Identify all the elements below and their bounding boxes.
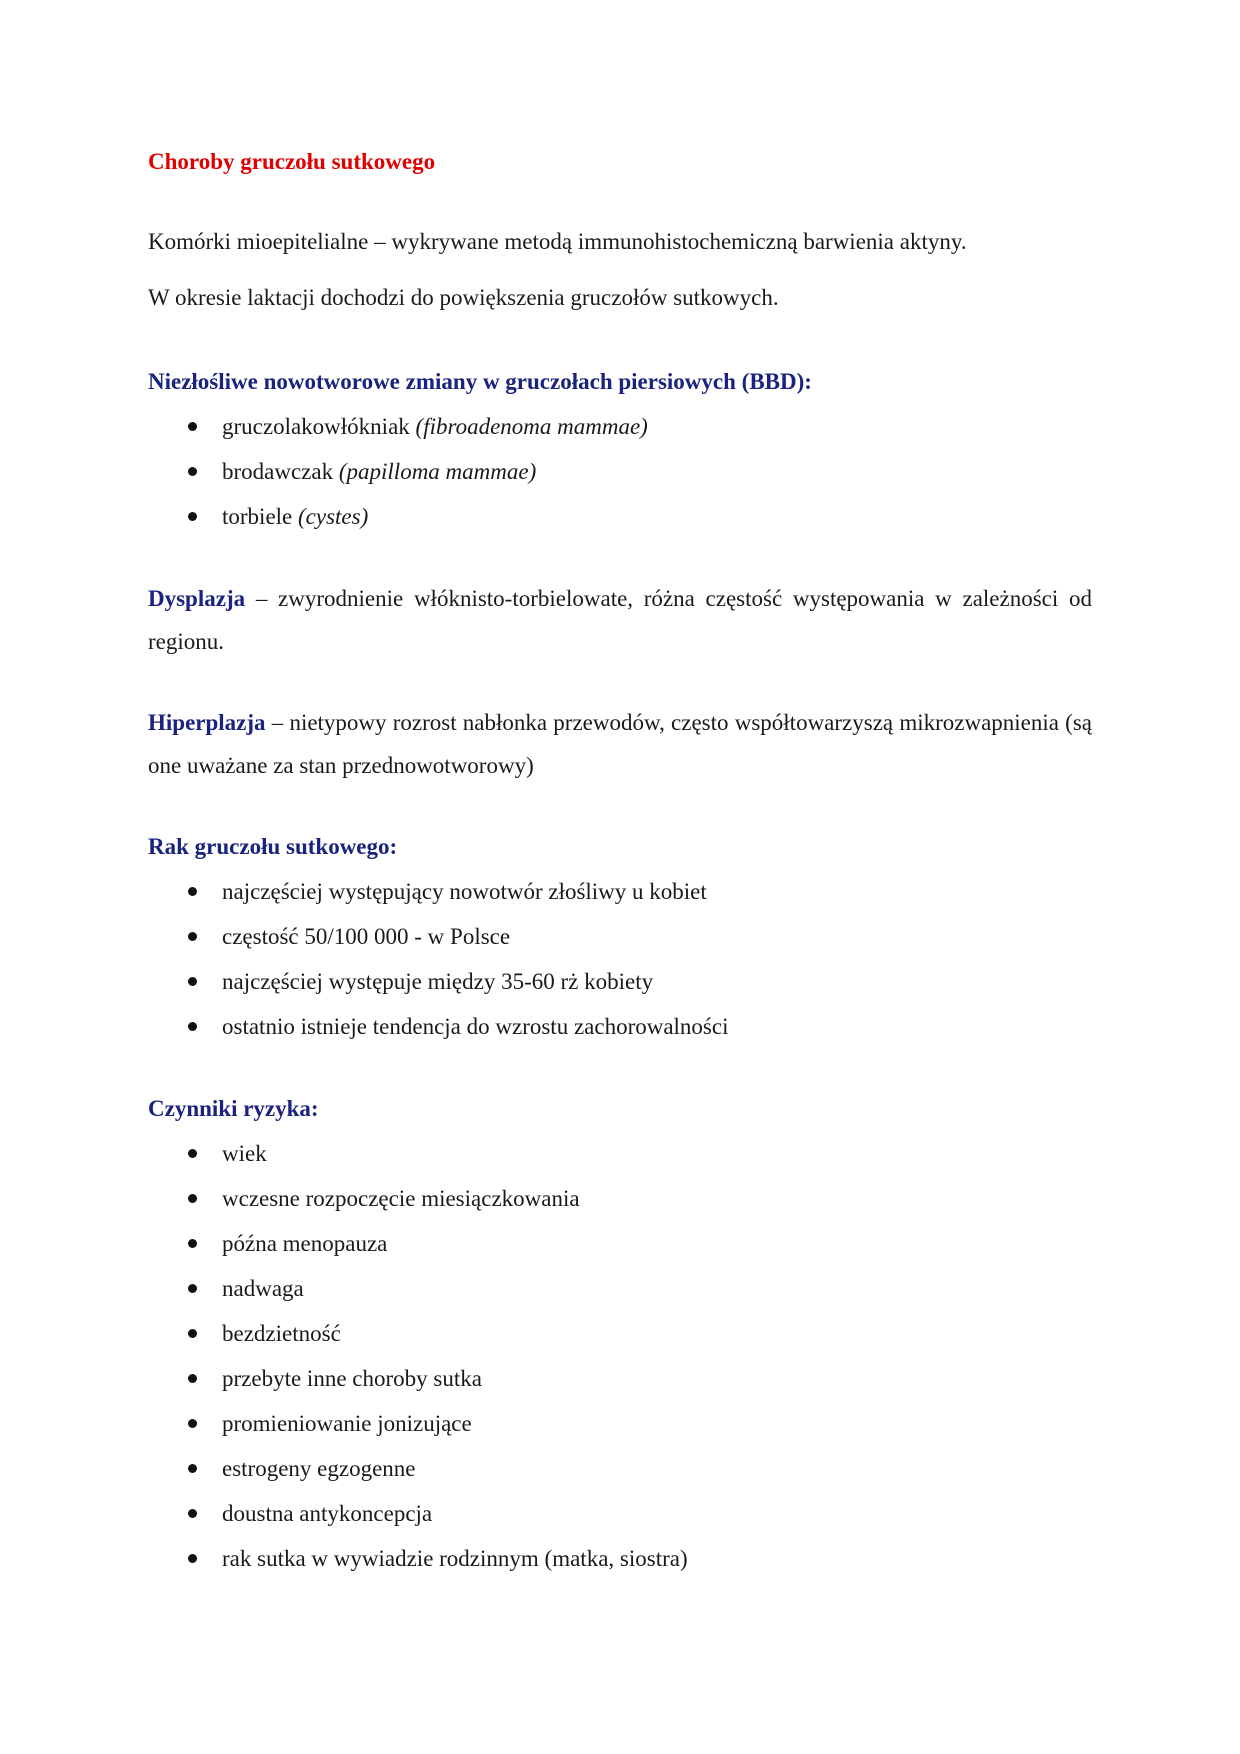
- list-item-text: bezdzietność: [222, 1321, 341, 1346]
- list-item-text: nadwaga: [222, 1276, 304, 1301]
- list-item-text: ostatnio istnieje tendencja do wzrostu zachorowalności: [222, 1014, 729, 1039]
- list-item: [148, 1176, 1092, 1221]
- list-item-text: najczęściej występuje między 35-60 rż kobiety: [222, 969, 654, 994]
- list-item-text: wiek: [222, 1141, 267, 1166]
- list-item-text: późna menopauza: [222, 1231, 388, 1256]
- list-item: [148, 1131, 1092, 1176]
- ryzyko-heading: Czynniki ryzyka:: [148, 1096, 319, 1121]
- rak-list: [148, 869, 1092, 1049]
- bullet-icon: [188, 1239, 197, 1248]
- list-item: [148, 1004, 1092, 1049]
- list-item: [148, 1536, 1092, 1581]
- bullet-icon: [188, 932, 197, 941]
- list-item-text: promieniowanie jonizujące: [222, 1411, 472, 1436]
- list-item-text: częstość 50/100 000 - w Polsce: [222, 924, 511, 949]
- dysplazja-term: Dysplazja: [148, 586, 246, 611]
- bullet-icon: [188, 512, 197, 521]
- list-item: [148, 1356, 1092, 1401]
- dysplazja-text: – zwyrodnienie włóknisto-torbielowate, różna częstość występowania w zależności od regionu.: [148, 586, 1092, 654]
- bullet-icon: [188, 887, 197, 896]
- list-item: [148, 869, 1092, 914]
- intro-paragraph-2: W okresie laktacji dochodzi do powiększenia gruczołów sutkowych.: [148, 285, 779, 310]
- ryzyko-list: [148, 1131, 1092, 1581]
- list-item-name: brodawczak: [222, 459, 334, 484]
- bullet-icon: [188, 1149, 197, 1158]
- list-item-name: torbiele: [222, 504, 293, 529]
- hiperplazja-text: – nietypowy rozrost nabłonka przewodów, często współtowarzyszą mikrozwapnienia (są one uważane za stan przednowotworowy): [148, 710, 1092, 778]
- bullet-icon: [188, 1509, 197, 1518]
- bullet-icon: [188, 1022, 197, 1031]
- list-item: [148, 1491, 1092, 1536]
- bullet-icon: [188, 1194, 197, 1203]
- list-item-latin: (fibroadenoma mammae): [415, 414, 648, 439]
- list-item-text: doustna antykoncepcja: [222, 1501, 433, 1526]
- bullet-icon: [188, 422, 197, 431]
- list-item: [148, 1266, 1092, 1311]
- document-title: Choroby gruczołu sutkowego: [148, 149, 436, 174]
- list-item: [148, 404, 1092, 449]
- list-item-text: rak sutka w wywiadzie rodzinnym (matka, siostra): [222, 1546, 688, 1571]
- list-item: [148, 914, 1092, 959]
- list-item: [148, 1446, 1092, 1491]
- hiperplazja-term: Hiperplazja: [148, 710, 266, 735]
- list-item: [148, 1311, 1092, 1356]
- bbd-list: [148, 404, 1092, 539]
- document-page: [148, 140, 1092, 1619]
- bullet-icon: [188, 1329, 197, 1338]
- bullet-icon: [188, 977, 197, 986]
- bullet-icon: [188, 1284, 197, 1293]
- bullet-icon: [188, 1374, 197, 1383]
- bullet-icon: [188, 1464, 197, 1473]
- list-item: [148, 1221, 1092, 1266]
- bbd-heading: Niezłośliwe nowotworowe zmiany w gruczołach piersiowych (BBD):: [148, 369, 812, 394]
- list-item: [148, 494, 1092, 539]
- intro-paragraph-1: Komórki mioepitelialne – wykrywane metodą immunohistochemiczną barwienia aktyny.: [148, 229, 967, 254]
- list-item: [148, 449, 1092, 494]
- bullet-icon: [188, 1419, 197, 1428]
- list-item-text: najczęściej występujący nowotwór złośliwy u kobiet: [222, 879, 707, 904]
- rak-heading: Rak gruczołu sutkowego:: [148, 834, 398, 859]
- list-item-text: przebyte inne choroby sutka: [222, 1366, 482, 1391]
- list-item-latin: (cystes): [298, 504, 369, 529]
- list-item: [148, 959, 1092, 1004]
- hiperplazja-paragraph: [148, 701, 1092, 787]
- dysplazja-paragraph: [148, 577, 1092, 663]
- bullet-icon: [188, 467, 197, 476]
- list-item-name: gruczolakowłókniak: [222, 414, 410, 439]
- bullet-icon: [188, 1554, 197, 1563]
- list-item: [148, 1401, 1092, 1446]
- list-item-text: wczesne rozpoczęcie miesiączkowania: [222, 1186, 580, 1211]
- list-item-text: estrogeny egzogenne: [222, 1456, 416, 1481]
- list-item-latin: (papilloma mammae): [338, 459, 537, 484]
